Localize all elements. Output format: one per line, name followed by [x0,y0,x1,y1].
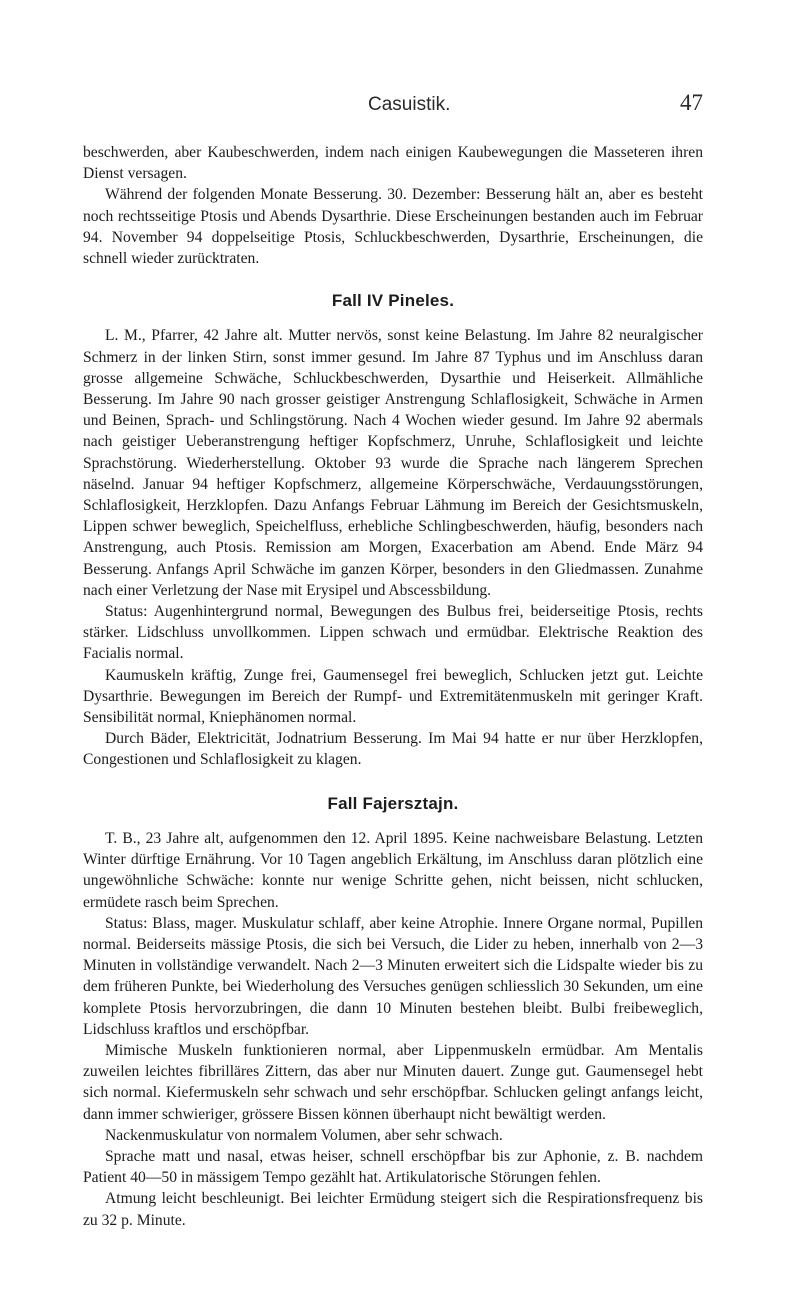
paragraph: Status: Blass, mager. Muskulatur schlaff, aber keine Atrophie. Innere Organe normal, Pupillen normal. Beiderseits mässige Ptosis, die sich bei Versuch, die Lider zu heben, innerhalb von 2—3 Minuten in vollständige verwandelt. Nach 2—3 Minuten erweitert sich die Lidspalte wieder bis zu dem früheren Punkte, bei Wiederholung des Versuches genügen schliesslich 30 Sekunden, um eine komplete Ptosis hervorzubringen, die dann 10 Minuten bestehen bleibt. Bulbi freibeweglich, Lidschluss kraftlos und erschöpfbar. [83,914,703,1038]
paragraph: Sprache matt und nasal, etwas heiser, schnell erschöpfbar bis zur Aphonie, z. B. nachdem Patient 40—50 in mässigem Tempo gezählt hat. Artikulatorische Störungen fehlen. [83,1147,703,1187]
running-header [0,90,801,122]
paragraph: Während der folgenden Monate Besserung. 30. Dezember: Besserung hält an, aber es besteht noch rechtsseitige Ptosis und Abends Dysarthrie. Diese Erscheinungen bestanden auch im Februar 94. November 94 doppelseitige Ptosis, Schluckbeschwerden, Dysarthrie, Erscheinungen, die schnell wieder zurücktraten. [83,186,703,268]
paragraph: Kaumuskeln kräftig, Zunge frei, Gaumensegel frei beweglich, Schlucken jetzt gut. Leichte Dysarthrie. Bewegungen im Bereich der Rumpf- und Extremitätenmuskeln mit geringer Kraft. Sensibilität normal, Kniephänomen normal. [83,666,703,727]
section-heading-fall-iv: Fall IV Pineles. [331,291,455,311]
running-title: Casuistik. [368,94,451,115]
paragraph: Status: Augenhintergrund normal, Bewegungen des Bulbus frei, beiderseitige Ptosis, rechts stärker. Lidschluss unvollkommen. Lippen schwach und ermüdbar. Elektrische Reaktion des Facialis normal. [83,603,703,663]
paragraph: Atmung leicht beschleunigt. Bei leichter Ermüdung steigert sich die Respirationsfrequenz bis zu 32 p. Minute. [83,1190,703,1229]
paragraph: beschwerden, aber Kaubeschwerden, indem nach einigen Kaubewegungen die Masseteren ihren Dienst versagen. [83,144,703,183]
paragraph: Mimische Muskeln funktionieren normal, aber Lippenmuskeln ermüdbar. Am Mentalis zuweilen leichtes fibrilläres Zittern, das aber nur Minuten dauert. Zunge gut. Gaumensegel hebt sich normal. Kiefermuskeln sehr schwach und sehr erschöpfbar. Schlucken gelingt anfangs leicht, dann immer schwieriger, grössere Bissen können überhaupt nicht bewältigt werden. [83,1041,703,1123]
page-number: 47 [680,90,703,115]
paragraph: Nackenmuskulatur von normalem Volumen, aber sehr schwach. [105,1126,503,1144]
paragraph: Durch Bäder, Elektricität, Jodnatrium Besserung. Im Mai 94 hatte er nur über Herzklopfen, Congestionen und Schlaflosigkeit zu klagen. [83,730,703,769]
section-heading-fall-fajersztajn: Fall Fajersztajn. [327,793,459,813]
page-body [83,142,703,1231]
paragraph: L. M., Pfarrer, 42 Jahre alt. Mutter nervös, sonst keine Belastung. Im Jahre 82 neuralgischer Schmerz in der linken Stirn, sonst immer gesund. Im Jahre 87 Typhus und im Anschluss daran grosse allgemeine Schwäche, Schluckbeschwerden, Dysarthie und Heiserkeit. Allmähliche Besserung. Im Jahre 90 nach grosser geistiger Anstrengung Schlaflosigkeit, Schwäche in Armen und Beinen, Sprach- und Schlingstörung. Nach 4 Wochen wieder gesund. Im Jahre 92 abermals nach geistiger Ueberanstrengung heftiger Kopfschmerz, Unruhe, Schlaflosigkeit und leichte Sprachstörung. Wiederherstellung. Oktober 93 wurde die Sprache nach längerem Sprechen näselnd. Januar 94 heftiger Kopfschmerz, allgemeine Körperschwäche, Verdauungsstörungen, Schlaflosigkeit, Herzklopfen. Dazu Anfangs Februar Lähmung im Bereich der Gesichtsmuskeln, Lippen schwer beweglich, Speichelfluss, erhebliche Schlingbeschwerden, häufig, besonders nach Anstrengung, auch Ptosis. Remission am Morgen, Exacerbation am Abend. Ende März 94 Besserung. Anfangs April Schwäche im ganzen Körper, besonders in den Gliedmassen. Zunahme nach einer Verletzung der Nase mit Erysipel und Abscessbildung. [83,327,703,599]
paragraph: T. B., 23 Jahre alt, aufgenommen den 12. April 1895. Keine nachweisbare Belastung. Letzten Winter dürftige Ernährung. Vor 10 Tagen angeblich Erkältung, im Anschluss daran plötzlich eine ungewöhnliche Schwäche: konnte nur wenige Schritte gehen, nicht beissen, nicht schlucken, ermüdete rasch beim Sprechen. [83,829,703,911]
